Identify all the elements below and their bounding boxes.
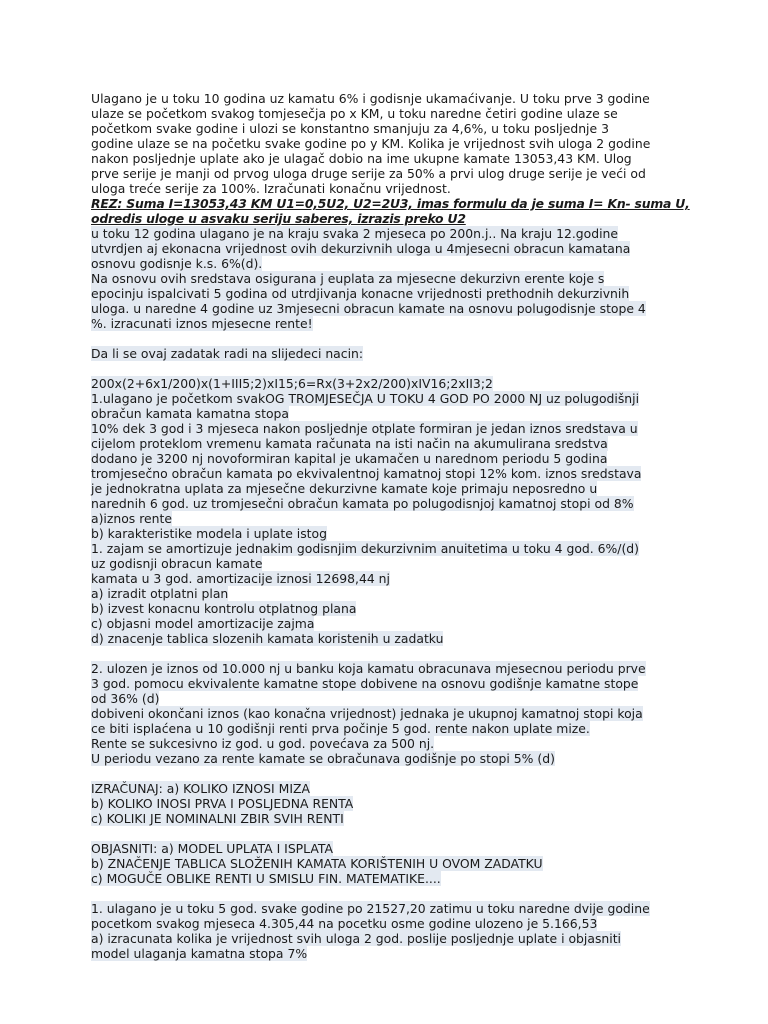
text-line-content: 1.ulagano je početkom svakOG TROMJESEČJA U TOKU 4 GOD PO 2000 NJ uz polugodišnji [91, 391, 640, 406]
text-line-content: 3 god. pomocu ekvivalente kamatne stope dobivene na osnovu godišnje kamatne stope [91, 676, 639, 691]
text-line-content: U periodu vezano za rente kamate se obračunava godišnje po stopi 5% (d) [91, 751, 555, 766]
text-line [91, 691, 691, 706]
text-line [91, 511, 691, 526]
text-line [91, 271, 691, 286]
text-line-content: dodano je 3200 nj novoformiran kapital je ukamačen u narednom periodu 5 godina [91, 451, 608, 466]
text-line-content: Na osnovu ovih sredstava osigurana j euplata za mjesecne dekurzivn erente koje s [91, 271, 605, 286]
text-line [91, 226, 691, 241]
text-line-content: REZ: Suma I=13053,43 KM U1=0,5U2, U2=2U3, imas formulu da je suma I= Kn- suma U, [91, 196, 690, 211]
text-line [91, 706, 691, 721]
text-line [91, 751, 691, 766]
text-line-content: osnovu godisnje k.s. 6%(d). [91, 256, 263, 271]
text-line [91, 106, 691, 121]
text-line-content: model ulaganja kamatna stopa 7% [91, 946, 308, 961]
blank-line [91, 826, 691, 841]
text-line-content: b) KOLIKO INOSI PRVA I POSLJEDNA RENTA [91, 796, 354, 811]
text-line [91, 286, 691, 301]
text-line-content: cijelom proteklom vremenu kamata računata na isti način na akumulirana sredstva [91, 436, 608, 451]
text-line [91, 781, 691, 796]
blank-line [91, 766, 691, 781]
text-line [91, 466, 691, 481]
text-line-content: a) izracunata kolika je vrijednost svih uloga 2 god. poslije posljednje uplate i objasniti [91, 931, 621, 946]
text-line-content: pocetkom svakog mjeseca 4.305,44 na pocetku osme godine ulozeno je 5.166,53 [91, 916, 598, 931]
text-line-content: odredis uloge u asvaku seriju saberes, izrazis preko U2 [91, 211, 466, 226]
text-line [91, 391, 691, 406]
text-line [91, 661, 691, 676]
text-line-content: je jednokratna uplata za mjesečne dekurzivne kamate koje primaju neposredno u [91, 481, 598, 496]
text-line-content: 1. zajam se amortizuje jednakim godisnjim dekurzivnim anuitetima u toku 4 god. 6%/(d) [91, 541, 640, 556]
text-line-content: tromjesečno obračun kamata po ekvivalentnoj kamatnoj stopi 12% kom. iznos sredstava [91, 466, 642, 481]
text-line [91, 586, 691, 601]
text-line [91, 526, 691, 541]
text-line [91, 151, 691, 166]
text-line-content: c) objasni model amortizacije zajma [91, 616, 315, 631]
text-line [91, 166, 691, 181]
text-line-content: godine ulaze se na početku svake godine po y KM. Kolika je vrijednost svih uloga 2 godine [91, 136, 651, 151]
blank-line [91, 331, 691, 346]
text-line [91, 196, 691, 211]
text-line-content: IZRAČUNAJ: a) KOLIKO IZNOSI MIZA [91, 781, 310, 796]
text-line [91, 496, 691, 511]
text-line-content: d) znacenje tablica slozenih kamata koristenih u zadatku [91, 631, 444, 646]
text-line-content: ce biti isplaćena u 10 godišnji renti prva počinje 5 god. rente nakon uplate mize. [91, 721, 590, 736]
blank-line [91, 646, 691, 661]
text-line [91, 481, 691, 496]
text-line-content: uloga treće serije za 100%. Izračunati konačnu vrijednost. [91, 181, 451, 196]
text-line [91, 616, 691, 631]
text-line-content: početkom svake godine i ulozi se konstantno smanjuju za 4,6%, u toku posljednje 3 [91, 121, 609, 136]
text-line-content: dobiveni okončani iznos (kao konačna vrijednost) jednaka je ukupnoj kamatnoj stopi koja [91, 706, 643, 721]
text-line-content: uloga. u naredne 4 godine uz 3mjesecni obracun kamate na osnovu polugodisnje stope 4 [91, 301, 646, 316]
text-line [91, 541, 691, 556]
text-line-content: u toku 12 godina ulagano je na kraju svaka 2 mjeseca po 200n.j.. Na kraju 12.godine [91, 226, 619, 241]
text-line [91, 451, 691, 466]
text-line-content: %. izracunati iznos mjesecne rente! [91, 316, 313, 331]
text-line [91, 436, 691, 451]
text-line [91, 136, 691, 151]
text-line [91, 181, 691, 196]
text-line [91, 946, 691, 961]
text-line-content: ulaze se početkom svakog tomjesečja po x KM, u toku naredne četiri godine ulaze se [91, 106, 618, 121]
text-line [91, 721, 691, 736]
text-line-content: od 36% (d) [91, 691, 160, 706]
text-line [91, 346, 691, 361]
text-line [91, 811, 691, 826]
text-line [91, 301, 691, 316]
text-line [91, 736, 691, 751]
text-line-content: narednih 6 god. uz tromjesečni obračun kamata po polugodisnjoj kamatnoj stopi od 8% [91, 496, 634, 511]
text-line [91, 901, 691, 916]
text-line-content: Rente se sukcesivno iz god. u god. povećava za 500 nj. [91, 736, 435, 751]
text-line-content: 2. ulozen je iznos od 10.000 nj u banku koja kamatu obracunava mjesecnou periodu prve [91, 661, 646, 676]
text-line-content: nakon posljednje uplate ako je ulagač dobio na ime ukupne kamate 13053,43 KM. Ulog [91, 151, 632, 166]
text-line-content: c) MOGUČE OBLIKE RENTI U SMISLU FIN. MATEMATIKE.... [91, 871, 441, 886]
text-line [91, 931, 691, 946]
blank-line [91, 361, 691, 376]
text-line [91, 601, 691, 616]
text-line [91, 571, 691, 586]
text-line [91, 856, 691, 871]
text-line [91, 406, 691, 421]
text-line [91, 841, 691, 856]
text-line-content: OBJASNITI: a) MODEL UPLATA I ISPLATA [91, 841, 333, 856]
text-line-content: b) izvest konacnu kontrolu otplatnog plana [91, 601, 357, 616]
text-line-content: c) KOLIKI JE NOMINALNI ZBIR SVIH RENTI [91, 811, 344, 826]
text-line [91, 211, 691, 226]
text-line-content: 10% dek 3 god i 3 mjeseca nakon posljednje otplate formiran je jedan iznos sredstava u [91, 421, 638, 436]
text-line-content: b) karakteristike modela i uplate istog [91, 526, 327, 541]
document-body [91, 91, 691, 961]
text-line [91, 241, 691, 256]
text-line [91, 871, 691, 886]
text-line [91, 421, 691, 436]
text-line [91, 121, 691, 136]
text-line-content: Ulagano je u toku 10 godina uz kamatu 6% i godisnje ukamaćivanje. U toku prve 3 godine [91, 91, 650, 106]
text-line-content: obračun kamata kamatna stopa [91, 406, 290, 421]
blank-line [91, 886, 691, 901]
text-line-content: a) izradit otplatni plan [91, 586, 229, 601]
text-line-content: kamata u 3 god. amortizacije iznosi 12698,44 nj [91, 571, 390, 586]
text-line [91, 91, 691, 106]
text-line-content: b) ZNAČENJE TABLICA SLOŽENIH KAMATA KORIŠTENIH U OVOM ZADATKU [91, 856, 543, 871]
text-line [91, 796, 691, 811]
text-line [91, 256, 691, 271]
text-line [91, 556, 691, 571]
text-line-content: uz godisnji obracun kamate [91, 556, 263, 571]
text-line [91, 316, 691, 331]
text-line-content: a)iznos rente [91, 511, 172, 526]
text-line-content: Da li se ovaj zadatak radi na slijedeci nacin: [91, 346, 364, 361]
text-line-content: 200x(2+6x1/200)x(1+III5;2)xI15;6=Rx(3+2x2/200)xIV16;2xII3;2 [91, 376, 493, 391]
text-line [91, 631, 691, 646]
text-line [91, 676, 691, 691]
text-line-content: utvrdjen aj ekonacna vrijednost ovih dekurzivnih uloga u 4mjesecni obracun kamatana [91, 241, 631, 256]
text-line-content: epocinju ispalcivati 5 godina od utrdjivanja konacne vrijednosti prethodnih dekurzivnih [91, 286, 630, 301]
text-line-content: prve serije je manji od prvog uloga druge serije za 50% a prvi ulog druge serije je veći od [91, 166, 646, 181]
text-line [91, 916, 691, 931]
text-line [91, 376, 691, 391]
text-line-content: 1. ulagano je u toku 5 god. svake godine po 21527,20 zatimu u toku naredne dvije godine [91, 901, 650, 916]
